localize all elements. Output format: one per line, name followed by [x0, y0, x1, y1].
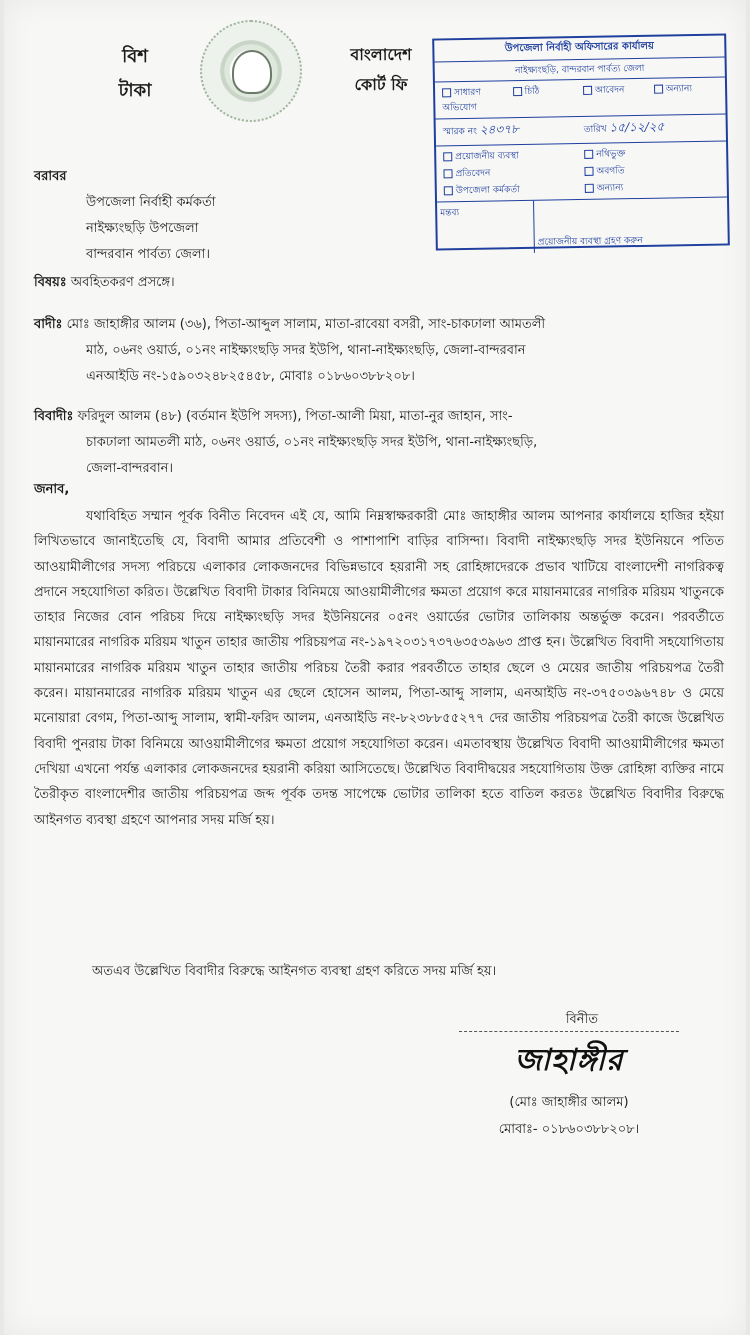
checkbox-icon	[444, 186, 453, 195]
fee-line: বাংলাদেশ	[350, 45, 412, 64]
signature-divider	[459, 1031, 679, 1032]
checkbox-icon	[584, 167, 593, 176]
recipient-label: বরাবর	[34, 169, 67, 184]
recipient-line: উপজেলা নির্বাহী কর্মকর্তা	[86, 195, 216, 210]
signer-mobile: মোবাঃ- ০১৮৬০৩৮৮২০৮।	[498, 1122, 640, 1137]
subject-label: বিষয়ঃ	[34, 275, 67, 290]
court-fee-label	[326, 40, 436, 100]
checkbox-icon	[585, 184, 594, 193]
plaintiff-line: মোঃ জাহাঙ্গীর আলম (৩৬), পিতা-আব্দুল সালাম, মাতা-রাবেয়া বসরী, সাং-চাকঢালা আমতলী	[66, 317, 546, 332]
fee-line: টাকা	[118, 80, 152, 101]
stamp-check: অন্যান্য	[650, 80, 721, 113]
application-letter	[4, 0, 746, 1335]
fee-line: বিশ	[122, 46, 148, 67]
checkbox-icon	[443, 152, 452, 161]
stamp-option: প্রতিবেদন	[440, 163, 581, 182]
recipient-line: নাইক্ষ্যংছড়ি উপজেলা	[86, 221, 199, 236]
stamp-checks	[435, 77, 726, 119]
checkbox-icon	[513, 87, 522, 96]
stamp-title: উপজেলা নির্বাহী অফিসারের কার্যালয়	[434, 35, 724, 62]
plaintiff-line: মাঠ, ০৬নং ওয়ার্ড, ০১নং নাইক্ষ্যংছড়ি সদর ইউপি, থানা-নাইক্ষ্যংছড়ি, জেলা-বান্দরবান	[86, 343, 526, 358]
subject-line	[34, 270, 714, 296]
checkbox-icon	[442, 88, 451, 97]
body-paragraph: যথাবিহিত সম্মান পূর্বক বিনীত নিবেদন এই যে, আমি নিম্নস্বাক্ষরকারী মোঃ জাহাঙ্গীর আলম আপনার কার্যালয়ে হাজির হইয়া লিখিতভাবে জানাইতেছি যে, বিবাদী আমার প্রতিবেশী ও পাশাপাশি বাড়ির বাসিন্দা। বিবাদী নাইক্ষ্যংছড়ি সদর ইউনিয়নে পতিত আওয়ামীলীগের সদস্য পরিচয়ে এলাকার লোকজনদের বিভিন্নভাবে হয়রানী সহ রোহিঙ্গাদেরকে প্রভাব খাটিয়ে বাংলাদেশী নাগরিকত্ব প্রদানে সহযোগিতা করিত। উল্লেখিত বিবাদী টাকার বিনিময়ে আওয়ামীলীগের ক্ষমতা প্রয়োগ করে মায়ানমারের নাগরিক মরিয়ম খাতুনকে তাহার নিজের বোন পরিচয় দিয়ে নাইক্ষ্যংছড়ি সদর ইউনিয়নের ০৫নং ওয়ার্ডের ভোটার তালিকায় অন্তর্ভুক্ত করেন। পরবর্তীতে মায়ানমারের নাগরিক মরিয়ম খাতুন তাহার জাতীয় পরিচয়পত্র নং-১৯৭২০৩১৭৩৭৬৩৫৩৯৬৩ প্রাপ্ত হন। উল্লেখিত বিবাদী সহযোগিতায় মায়ানমারের নাগরিক মরিয়ম খাতুন তাহার জাতীয় পরিচয় তৈরী করার পরবর্তীতে তাহার ছেলে ও মেয়ের জাতীয় পরিচয়পত্র তৈরী করেন। মায়ানমারের নাগরিক মরিয়ম খাতুন এর ছেলে হোসেন আলম, পিতা-আব্দু সালাম, এনআইডি নং-৩৭৫০৩৯৬৭৪৮ ও মেয়ে মনোয়ারা বেগম, পিতা-আব্দু সালাম, স্বামী-ফরিদ আলম, এনআইডি নং-৮২৩৮৮৫৫২৭৭ দের জাতীয় পরিচয়পত্র তৈরী কাজে উল্লেখিত বিবাদী পুনরায় টাকা বিনিময়ে আওয়ামীলীগের ক্ষমতা প্রয়োগ সহযোগিতা করেন। এমতাবস্থায় উল্লেখিত বিবাদী আওয়ামীলীগের ক্ষমতা দেখিয়া এখনো পর্যন্ত এলাকার লোকজনদের হয়রানী করিয়া আসিতেছে। উল্লেখিত বিবাদীদ্বয়ের সহযোগিতায় উক্ত রোহিঙ্গা ব্যক্তির নামে তৈরীকৃত বাংলাদেশীর জাতীয় পরিচয়পত্র জব্দ পূর্বক তদন্ত সাপেক্ষে ভোটার তালিকা হতে বাতিল করতঃ উল্লেখিত বিবাদীর বিরুদ্ধে আইনগত ব্যবস্থা গ্রহণে আপনার সদয় মর্জি হয়।	[34, 509, 724, 828]
fee-line: কোর্ট ফি	[354, 75, 408, 94]
stamp-option: নথিভুক্ত	[581, 144, 722, 163]
plaintiff-line: এনআইডি নং-১৫৯০৩২৪৮২৫৪৫৮, মোবাঃ ০১৮৬০৩৮৮২০৮।	[86, 369, 415, 384]
recipient-line: বান্দরবান পার্বত্য জেলা।	[86, 247, 210, 262]
closing-request: অতএব উল্লেখিত বিবাদীর বিরুদ্ধে আইনগত ব্যবস্থা গ্রহণ করিতে সদয় মর্জি হয়।	[92, 964, 497, 979]
emblem-center	[232, 50, 272, 94]
defendant-block	[34, 404, 714, 482]
defendant-line: জেলা-বান্দরবান।	[86, 461, 174, 476]
letter-body	[34, 504, 724, 833]
stamp-bottom	[437, 197, 728, 254]
court-fee-amount	[100, 40, 170, 108]
stamp-option: অন্যান্য	[582, 178, 723, 197]
stamp-option: প্রয়োজনীয় ব্যবস্থা	[440, 146, 581, 165]
plaintiff-block	[34, 312, 714, 390]
receipt-date: তারিখ ১৫/১২/২৫	[583, 119, 665, 135]
stamp-remark-label: মন্তব্য	[437, 201, 535, 255]
subject-text: অবহিতকরণ প্রসঙ্গে।	[70, 275, 175, 290]
receipt-number: স্মারক নং ২৪৩৭৮	[442, 122, 519, 138]
checkbox-icon	[443, 169, 452, 178]
plaintiff-label: বাদীঃ	[34, 317, 63, 332]
recipient-address	[34, 164, 216, 268]
stamp-instruction: প্রয়োজনীয় ব্যবস্থা গ্রহণ করুন	[537, 235, 643, 248]
stamp-options	[436, 141, 727, 202]
salutation: জনাব,	[34, 482, 70, 497]
defendant-line: ফরিদুল আলম (৪৮) (বর্তমান ইউপি সদস্য), পিতা-আলী মিয়া, মাতা-নুর জাহান, সাং-	[77, 409, 513, 424]
defendant-line: চাকঢালা আমতলী মাঠ, ০৬নং ওয়ার্ড, ০১নং নাইক্ষ্যংছড়ি সদর ইউপি, থানা-নাইক্ষ্যংছড়ি,	[86, 435, 538, 450]
stamp-option: উপজেলা কর্মকর্তা	[441, 180, 582, 199]
checkbox-icon	[583, 86, 592, 95]
signature-block	[444, 1010, 694, 1141]
checkbox-icon	[654, 85, 663, 94]
checkbox-icon	[584, 150, 593, 159]
stamp-check: আবেদন	[580, 81, 651, 114]
yours-faithfully: বিনীত	[565, 1012, 598, 1027]
stamp-subtitle: নাইক্ষ্যংছড়ি, বান্দরবান পার্বত্য জেলা	[435, 57, 725, 82]
office-receipt-stamp	[432, 33, 730, 250]
stamp-check: সাধারণ অভিযোগ	[442, 87, 481, 114]
defendant-label: বিবাদীঃ	[34, 409, 74, 424]
stamp-option: অবগতি	[581, 161, 722, 180]
court-fee-emblem-icon	[200, 20, 302, 122]
signer-name: (মোঃ জাহাঙ্গীর আলম)	[509, 1095, 629, 1110]
handwritten-signature: জাহাঙ্গীর	[514, 1043, 624, 1078]
stamp-check: চিঠি	[509, 82, 580, 115]
